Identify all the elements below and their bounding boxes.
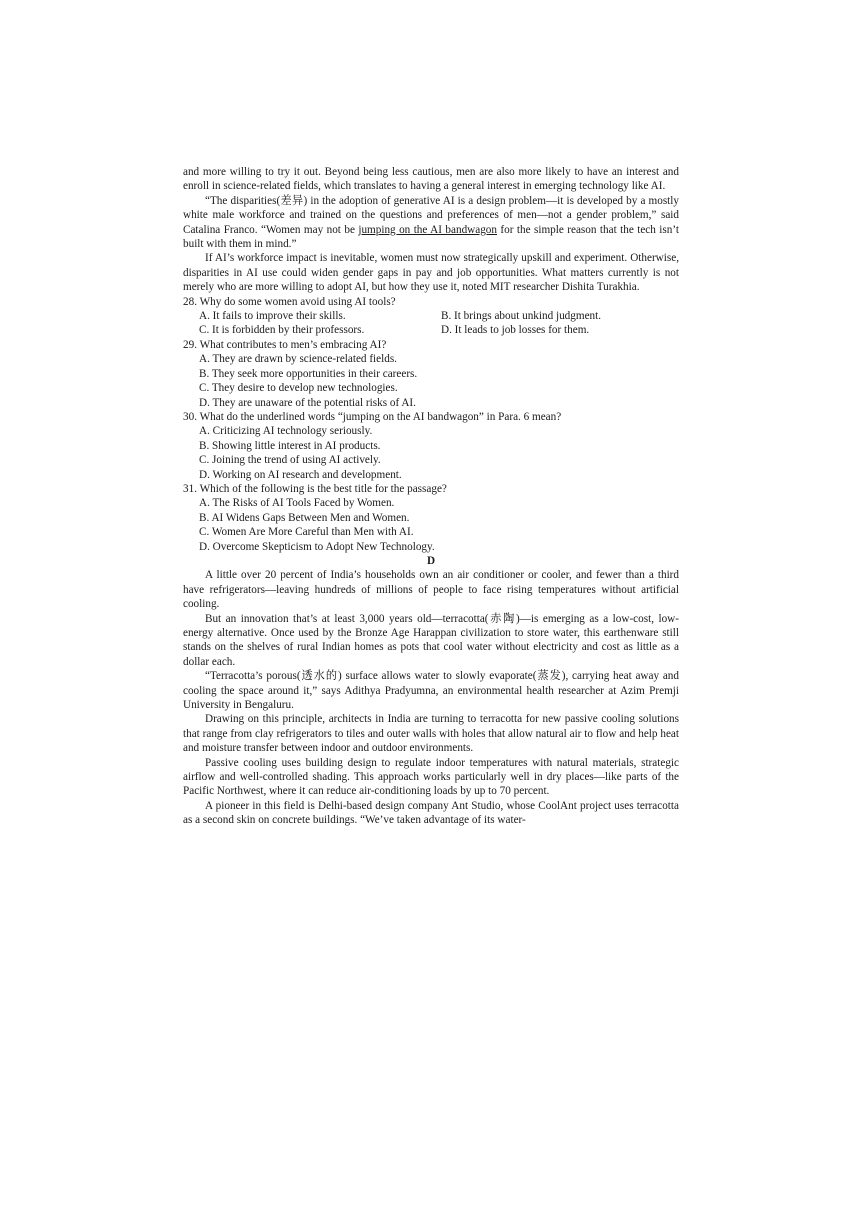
passage-d-paragraph-1: A little over 20 percent of India’s households own an air conditioner or cooler, and fewer than a third have refrigerators—leaving hundreds of millions of people to face rising temperatures without artificial cooling. <box>183 569 679 611</box>
option-d: D. It leads to job losses for them. <box>441 324 590 337</box>
option-b: B. They seek more opportunities in their careers. <box>199 367 418 380</box>
option-c: C. It is forbidden by their professors. <box>199 324 365 337</box>
option-a: A. The Risks of AI Tools Faced by Women. <box>199 497 395 510</box>
question-stem: 31. Which of the following is the best title for the passage? <box>183 482 447 495</box>
disparities-text-end: for the simple reason that the tech isn’t built with them in mind.” <box>183 223 679 251</box>
passage-c-paragraph-impact: If AI’s workforce impact is inevitable, women must now strategically upskill and experiment. Otherwise, disparities in AI use could widen gender gaps in pay and job opportunities. What matters currently is not merely who are more willing to adopt AI, but how they use it, noted MIT researcher Dishita Turakhia. <box>183 252 679 294</box>
option-a: A. It fails to improve their skills. <box>199 310 346 323</box>
option-d: D. They are unaware of the potential risks of AI. <box>199 396 416 409</box>
passage-d-paragraph-2: But an innovation that’s at least 3,000 years old—terracotta(赤陶)—is emerging as a low-cost, low-energy alternative. Once used by the Bronze Age Harappan civilization to store water, this earthenware still stands on the shelves of rural Indian homes as pots that cool water without electricity and cost as little as a dollar each. <box>183 612 679 668</box>
option-c: C. Joining the trend of using AI actively. <box>199 454 381 467</box>
passage-c-paragraph-continued: and more willing to try it out. Beyond being less cautious, men are also more likely to have an interest and enroll in science-related fields, which translates to having a general interest in emerging technology like AI. <box>183 166 679 193</box>
option-a: A. Criticizing AI technology seriously. <box>199 425 373 438</box>
question-28 <box>183 295 679 338</box>
options-row <box>183 309 679 323</box>
question-29 <box>183 338 679 410</box>
options-row <box>183 323 679 337</box>
option-b: B. AI Widens Gaps Between Men and Women. <box>199 511 410 524</box>
passage-d-title: D <box>426 554 436 567</box>
passage-d-paragraph-5: Passive cooling uses building design to regulate indoor temperatures with natural materials, strategic airflow and well-controlled shading. This approach works particularly well in dry places—like parts of the Pacific Northwest, where it can reduce air-conditioning loads by up to 70 percent. <box>183 756 679 798</box>
passage-c-paragraph-disparities <box>183 194 679 252</box>
option-a: A. They are drawn by science-related fields. <box>199 353 397 366</box>
question-31 <box>183 482 679 554</box>
question-stem: 29. What contributes to men’s embracing AI? <box>183 338 387 351</box>
option-b: B. It brings about unkind judgment. <box>441 310 602 323</box>
option-d: D. Working on AI research and development. <box>199 468 402 481</box>
passage-d-paragraph-3: “Terracotta’s porous(透水的) surface allows water to slowly evaporate(蒸发), carrying heat away and cooling the space around it,” says Adithya Pradyumna, an environmental health researcher at Azim Premji University in Bengaluru. <box>183 670 679 712</box>
question-stem: 28. Why do some women avoid using AI tools? <box>183 295 396 308</box>
passage-d-paragraph-6: A pioneer in this field is Delhi-based design company Ant Studio, whose CoolAnt project uses terracotta as a second skin on concrete buildings. “We’ve taken advantage of its water- <box>183 799 679 827</box>
option-c: C. Women Are More Careful than Men with AI. <box>199 526 414 539</box>
underlined-phrase: jumping on the AI bandwagon <box>358 223 497 236</box>
option-d: D. Overcome Skepticism to Adopt New Technology. <box>199 540 435 553</box>
passage-d-paragraph-4: Drawing on this principle, architects in India are turning to terracotta for new passive cooling solutions that range from clay refrigerators to tiles and outer walls with holes that allow natural air to flow and help heat and moisture transfer between indoor and outdoor environments. <box>183 713 679 755</box>
exam-page <box>183 165 679 828</box>
disparities-text-start: “The disparities(差异) in the adoption of generative AI is a design problem—it is developed by a mostly white male workforce and trained on the questions and preferences of men—not a gender problem,” said Catalina Franco. “Women may not be <box>183 194 679 236</box>
question-stem: 30. What do the underlined words “jumping on the AI bandwagon” in Para. 6 mean? <box>183 410 562 423</box>
question-30 <box>183 410 679 482</box>
option-c: C. They desire to develop new technologies. <box>199 382 398 395</box>
option-b: B. Showing little interest in AI products. <box>199 439 381 452</box>
